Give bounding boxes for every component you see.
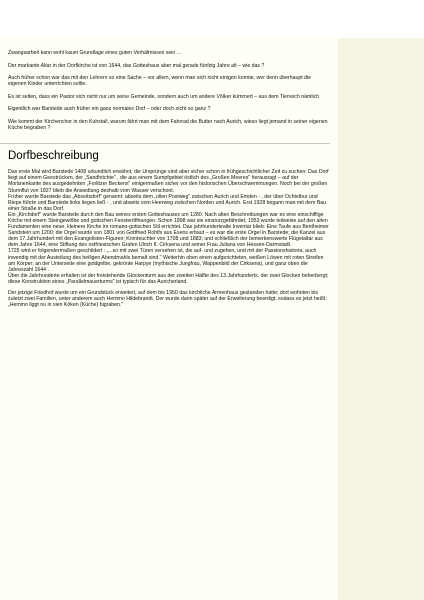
- body-paragraph: Ein „Kirchdorf" wurde Barstede durch den Bau seines ersten Gotteshauses um 1280: Nach alten Beschreibungen war es eine einschiffige Kirche mit einem Steingewölbe und gotischen Fensteröffnungen. Schon 1898 war sie einsturzgefährdet; 1953 wurde teilweise auf den alten Fundamenten eine neue, kleinere Kirche im romano-gotischen Stil errichtet. Das jahrhundertealte Inventar blieb: Eine Taufe aus Bentheimer Sandstein um 1200; die Orgel wurde von 1801 von Gottfried Rohlfs aus Esens erbaut – es war die erste Orgel in Barstede; die Kanzel aus dem 17.Jahrhundert mit den Evangelisten-Figuren; Kronleuchter von 1708 und 1883; und schließlich der bemerkenswerte Flügelaltar aus dem Jahre 1644, eine Stiftung des ostfriesischen Grafen Ulrich II. Cirksena und seiner Frau Juliana von Hessen-Darmstadt.: [8, 211, 329, 249]
- body-paragraph: 1725 wird er folgendermaßen geschildert : „...so mit zwei Türen versehen ist, die auf- und zugehen, und mit der Passionshistoria, auch inwendig mit der Austeilung des heiligen Abendmahls bemalt sind." Weiterhin oben einen aufgerichteten, weißen Löwen mit roten Streifen am Körper; an der Unterseite eine goldgelbe, gekrönte Harpye (mythische Jungfrau, Wappenbild der Cirksena), und ganz oben die Jahreszahl 1644 .: [8, 248, 324, 273]
- article-content: [8, 50, 330, 308]
- faq-teaser: Zwangsarbeit kann wohl kaum Grundlage eines guten Verhältnisses sein ...: [8, 50, 182, 56]
- faq-teaser: Eigentlich war Barstede auch früher ein ganz normales Dorf – oder doch nicht so ganz ?: [8, 106, 211, 113]
- section-title: Dorfbeschreibung: [8, 150, 99, 163]
- body-paragraph: Der jetzige Friedhof wurde um ein Grundstück erweitert, auf dem bis 1950 das kirchliche Armenhaus gestanden hatte; dort wohnten bis zuletzt zwei Familien, unter anderem auch Hemmo Hildebrandt. Der wurde dann später auf der Erweiterung beerdigt, sodass es jetzt heißt: „Hemmo liggt nu in sien Köken (Küche) bigraben.": [8, 290, 327, 309]
- faq-teaser: Es ist selten, dass ein Pastor sich nicht nur um seine Gemeinde, sondern auch um andere Völker kümmert – aus dem Tierreich nämlich: [8, 93, 320, 100]
- section-body: [8, 169, 330, 308]
- section-divider: [0, 143, 330, 144]
- faq-teaser: Auch früher schon war das mit den Lehrern so eine Sache – vor allem, wenn man sich nicht einigen konnte, wer denn überhaupt die eigenen Kinder unterrichten sollte.: [8, 75, 312, 88]
- body-paragraph: Früher wurde Barstede das „Abseitsdorf" genannt: abseits dem „ollen Postweg" zwischen Aurich und Emden - , der über Ochtelbur und Riepe führte und Barstede links liegen ließ - , und abseits vom Heerweg zwischen Norden und Aurich. Erst 1928 begann man mit dem Bau einer Straße in das Dorf.: [8, 193, 327, 212]
- sidebar-column: [338, 38, 424, 600]
- body-paragraph: Das erste Mal wird Barstede 1408 urkundlich erwähnt; die Ursprünge sind aber sicher schon in frühgeschichtlicher Zeit zu suchen: Das Dorf liegt auf einem Geestrücken, der „Sandhöchte" , die aus einem Sumpfgebiet östlich des „Großen Meeres" herausragt – auf der Moränenkante des ausgedehnten „Forlitzer Beckens" einigermaßen sicher vor den historischen Überschwemmungen. Noch bei der großen Sturmflut von 1827 blieb die Ansiedlung deshalb vom Wasser verschont.: [8, 169, 329, 194]
- body-paragraph: Über die Jahrhunderte erhalten ist der freistehende Glockenturm aus der zweiten Hälfte des 13.Jahrhunderts, der zwei Glocken beherbergt; diese Konstruktion eines „Parallelmauerturms" ist typisch für das Auricherland.: [8, 272, 329, 285]
- faq-teaser: Der markante Altar in der Dorfkirche ist von 1644, das Gotteshaus aber mal gerade fünfzig Jahre alt – wie das ?: [8, 62, 265, 69]
- faq-teaser: Wie kommt der Kirchenchor in den Kuhstall, warum fährt man mit dem Fahrrad die Butter nach Aurich, wieso liegt jemand in seiner eigenen Küche begraben ?: [8, 119, 328, 132]
